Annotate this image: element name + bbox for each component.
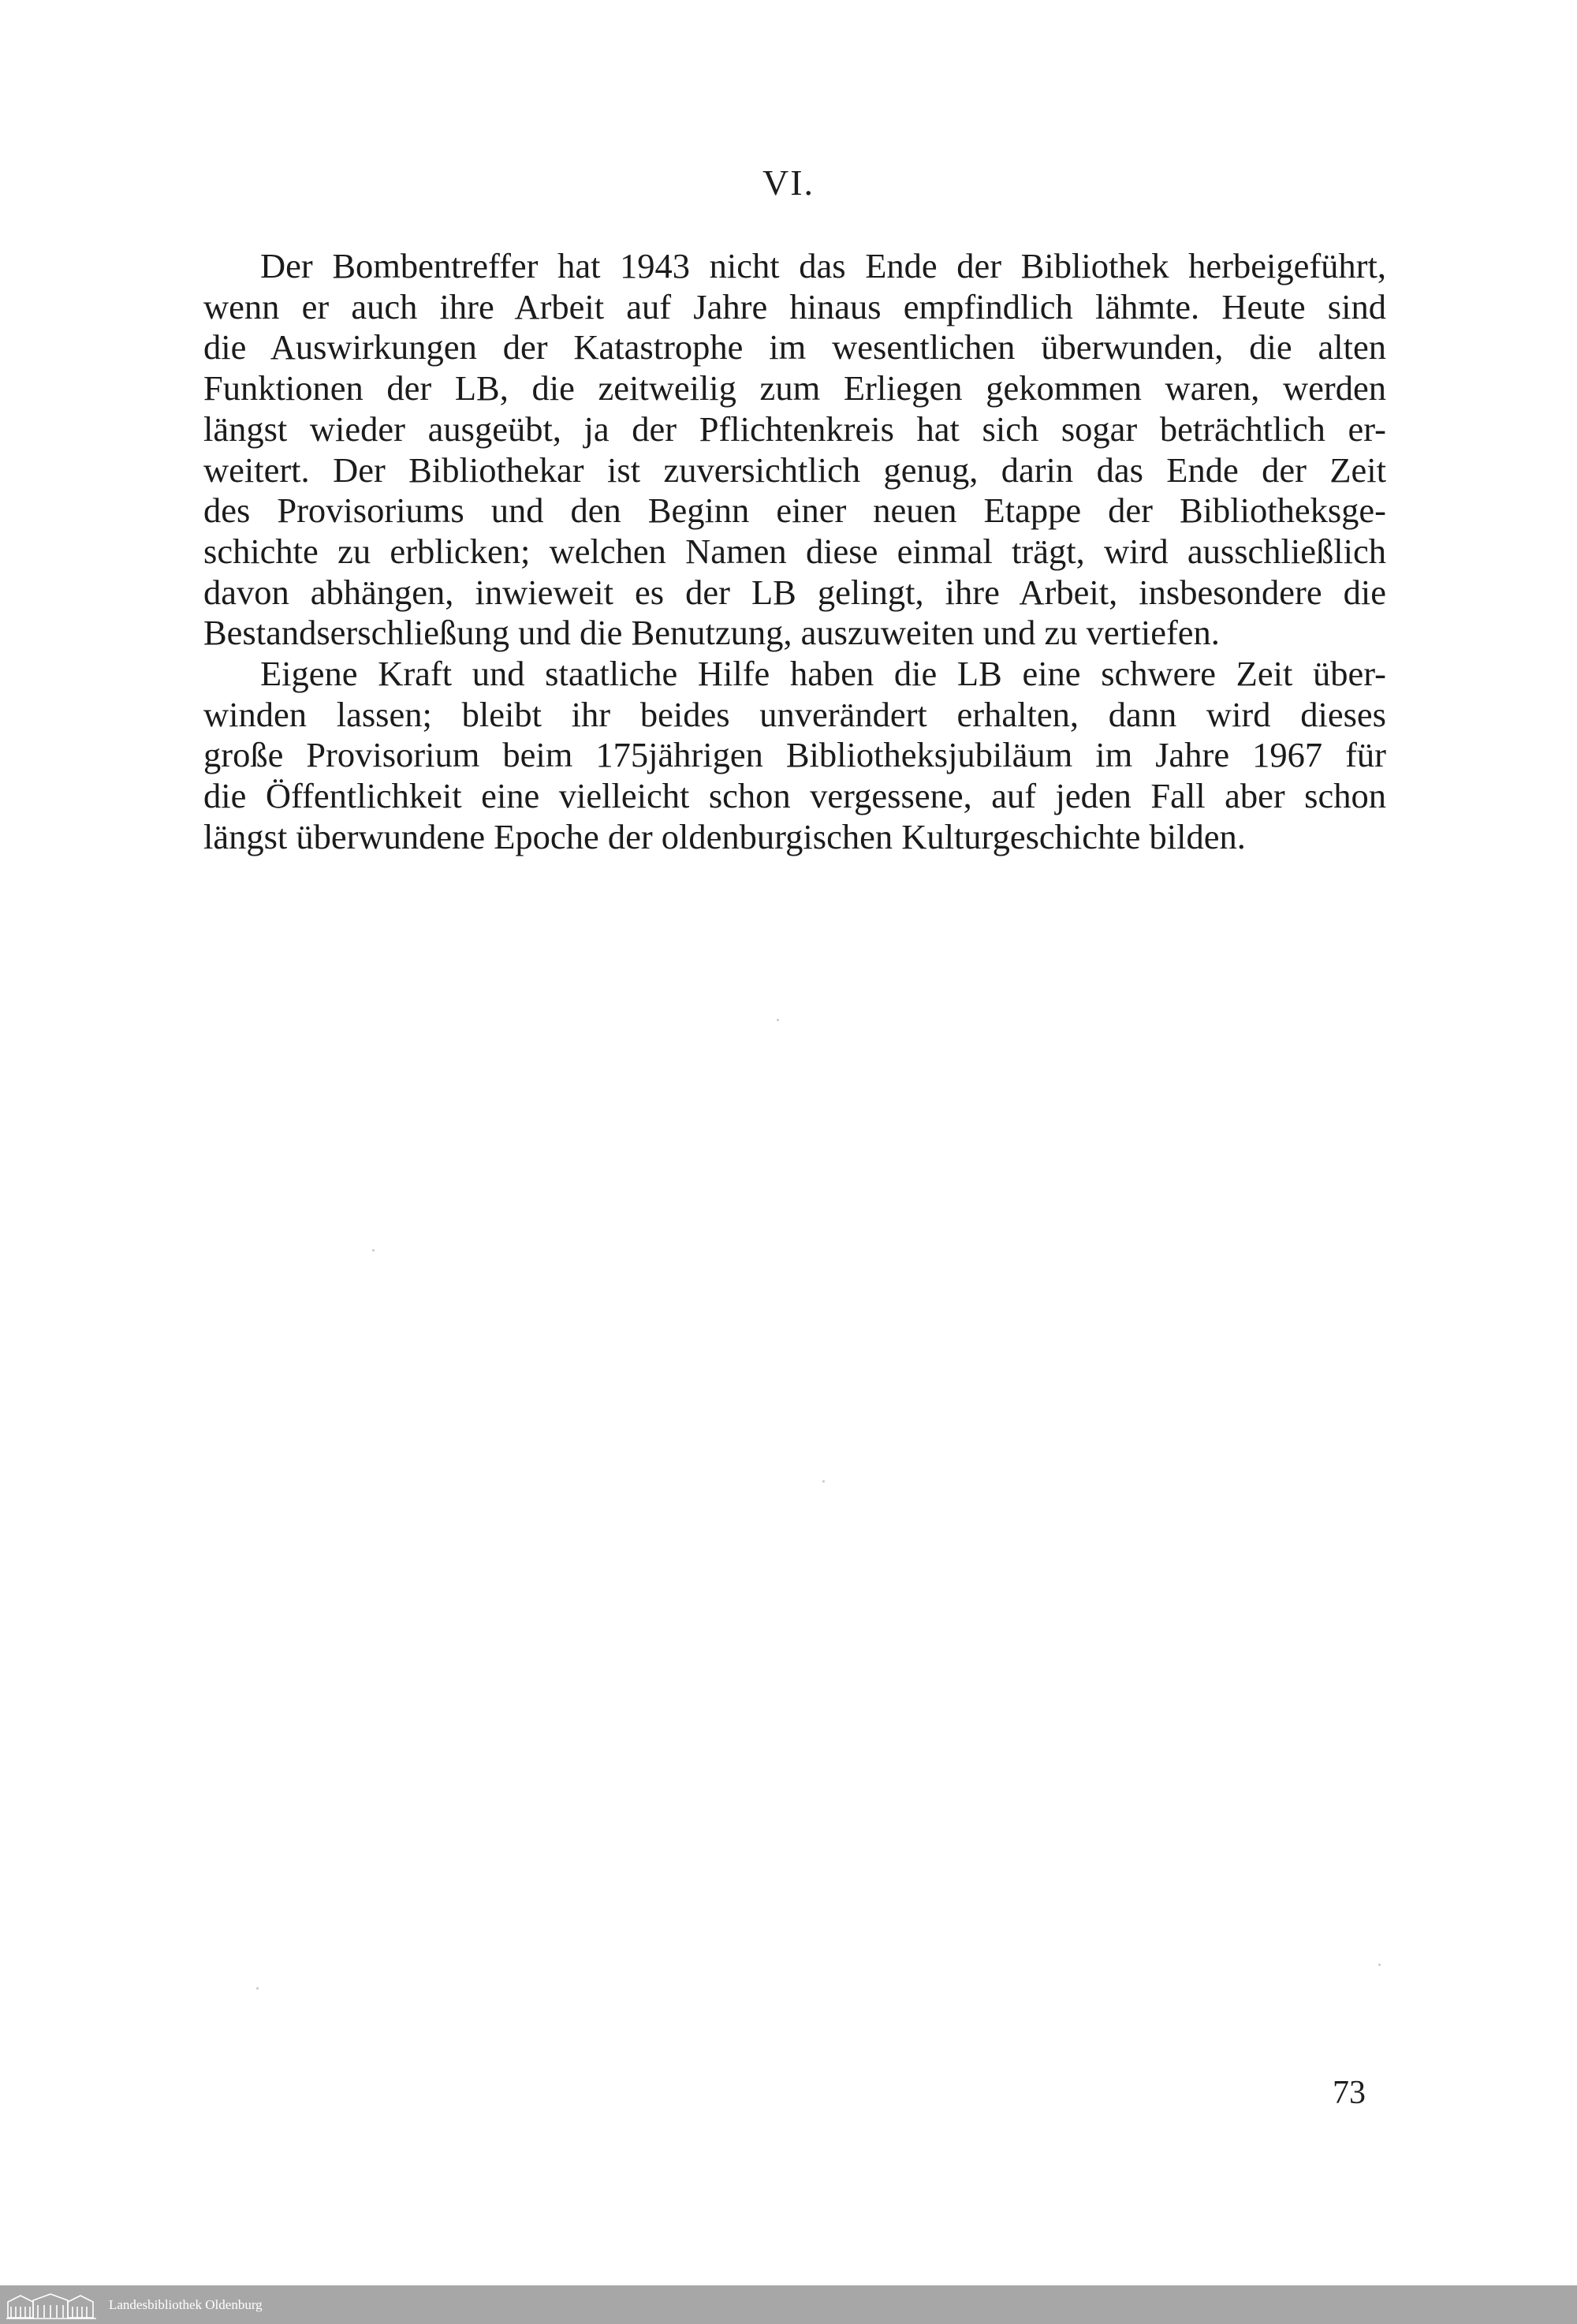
text-line: schichte zu erblicken; welchen Namen diese einmal trägt, wird ausschließlich: [203, 531, 1386, 571]
text-line: des Provisoriums und den Beginn einer neuen Etappe der Bibliotheksge-: [203, 491, 1386, 531]
footer-bar: [0, 2285, 1577, 2324]
text-line: weitert. Der Bibliothekar ist zuversichtlich genug, darin das Ende der Zeit: [203, 450, 1386, 490]
text-line: längst wieder ausgeübt, ja der Pflichtenkreis hat sich sogar beträchtlich er-: [203, 408, 1386, 449]
footer-label: Landesbibliothek Oldenburg: [109, 2296, 263, 2312]
chapter-heading: VI.: [762, 162, 815, 203]
scan-speck: [1378, 1964, 1381, 1966]
text-line: große Provisorium beim 175jährigen Bibliotheksjubiläum im Jahre 1967 für: [203, 735, 1386, 775]
text-line: wenn er auch ihre Arbeit auf Jahre hinaus empfindlich lähmte. Heute sind: [203, 286, 1386, 326]
paragraph-1: [203, 246, 1386, 654]
paragraph-2: [203, 654, 1386, 858]
text-line: winden lassen; bleibt ihr beides unverändert erhalten, dann wird dieses: [203, 694, 1386, 734]
text-line: die Auswirkungen der Katastrophe im wesentlichen überwunden, die alten: [203, 327, 1386, 367]
text-line: die Öffentlichkeit eine vielleicht schon vergessene, auf jeden Fall aber schon: [203, 776, 1386, 816]
text-line: Eigene Kraft und staatliche Hilfe haben die LB eine schwere Zeit über-: [260, 654, 1386, 694]
text-line: längst überwundene Epoche der oldenburgischen Kulturgeschichte bilden.: [203, 816, 1246, 856]
scan-speck: [372, 1249, 375, 1252]
text-line: Der Bombentreffer hat 1943 nicht das Ende der Bibliothek herbeigeführt,: [260, 246, 1386, 285]
scan-speck: [777, 1019, 779, 1021]
text-line: Funktionen der LB, die zeitweilig zum Erliegen gekommen waren, werden: [203, 368, 1386, 408]
body-text: [203, 246, 1386, 858]
scan-speck: [256, 1987, 259, 1990]
text-line: davon abhängen, inwieweit es der LB gelingt, ihre Arbeit, insbesondere die: [203, 572, 1386, 612]
library-building-icon: [5, 2289, 98, 2321]
scan-speck: [822, 1480, 825, 1483]
page-number: 73: [1333, 2075, 1366, 2111]
text-line: Bestandserschließung und die Benutzung, auszuweiten und zu vertiefen.: [203, 613, 1220, 653]
